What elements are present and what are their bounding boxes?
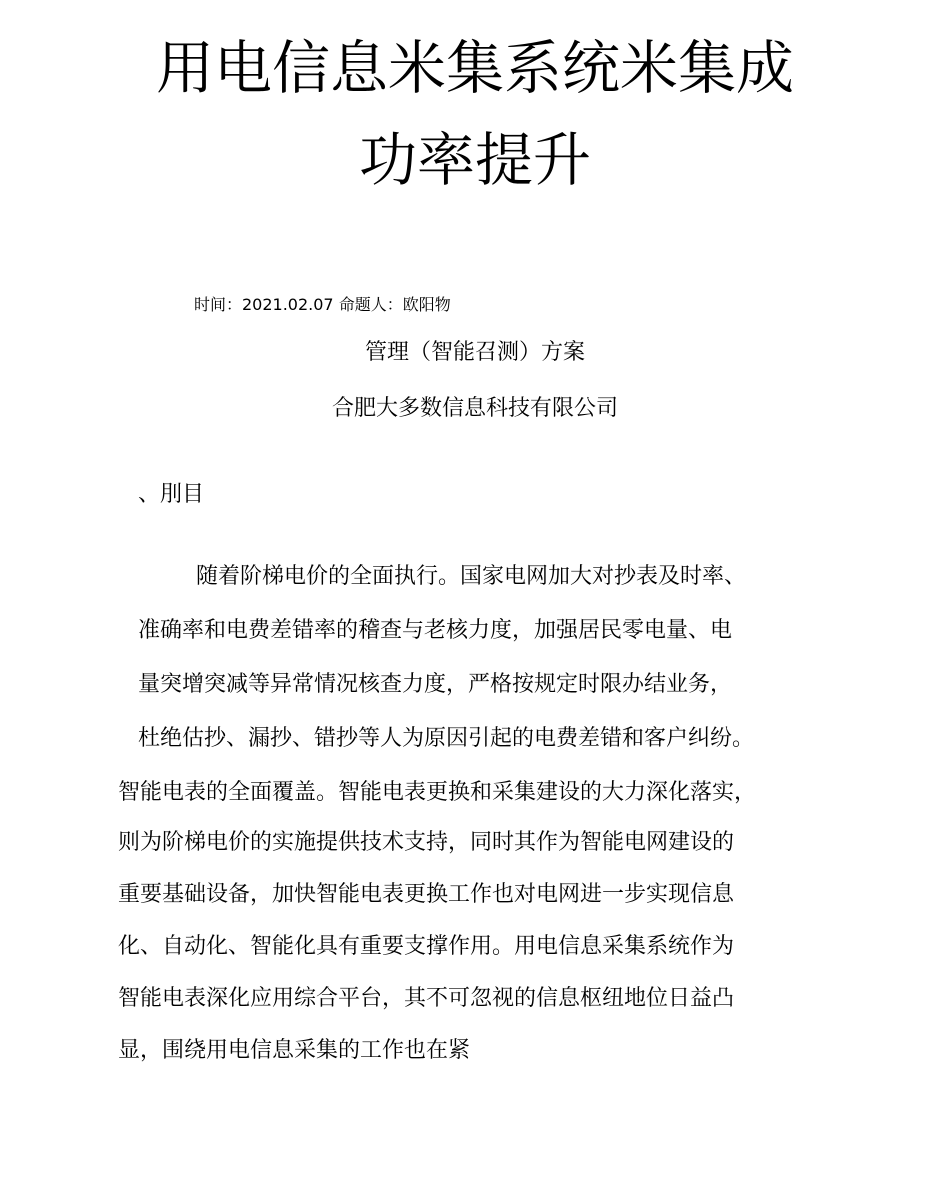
body-line: 智能电表的全面覆盖。智能电表更换和采集建设的大力深化落实， bbox=[118, 780, 757, 805]
section-heading: 、刖目 bbox=[138, 482, 205, 507]
plan-name: 管理（智能召测）方案 bbox=[364, 340, 585, 365]
body-line: 准确率和电费差错率的稽查与老核力度，加强居民零电量、电 bbox=[138, 618, 733, 643]
document-meta: 时间：2021.02.07 命题人：欧阳物 bbox=[194, 295, 451, 314]
document-title-line-2: 功率提升 bbox=[358, 126, 591, 194]
body-line: 杜绝估抄、漏抄、错抄等人为原因引起的电费差错和客户纠纷。 bbox=[138, 726, 755, 751]
body-line: 智能电表深化应用综合平台，其不可忽视的信息枢纽地位日益凸 bbox=[118, 986, 735, 1011]
document-title-line-1: 用电信息米集系统米集成 bbox=[155, 34, 794, 102]
company-name: 合肥大多数信息科技有限公司 bbox=[331, 396, 618, 421]
body-line: 随着阶梯电价的全面执行。国家电网加大对抄表及时率、 bbox=[196, 564, 747, 589]
body-line: 化、自动化、智能化具有重要支撑作用。用电信息采集系统作为 bbox=[118, 934, 735, 959]
body-line: 量突增突减等异常情况核查力度，严格按规定时限办结业务， bbox=[138, 672, 733, 697]
body-line: 重要基础设备，加快智能电表更换工作也对电网进一步实现信息 bbox=[118, 882, 735, 907]
body-line: 显，围绕用电信息采集的工作也在紧 bbox=[118, 1038, 471, 1063]
body-line: 则为阶梯电价的实施提供技术支持，同时其作为智能电网建设的 bbox=[118, 830, 735, 855]
